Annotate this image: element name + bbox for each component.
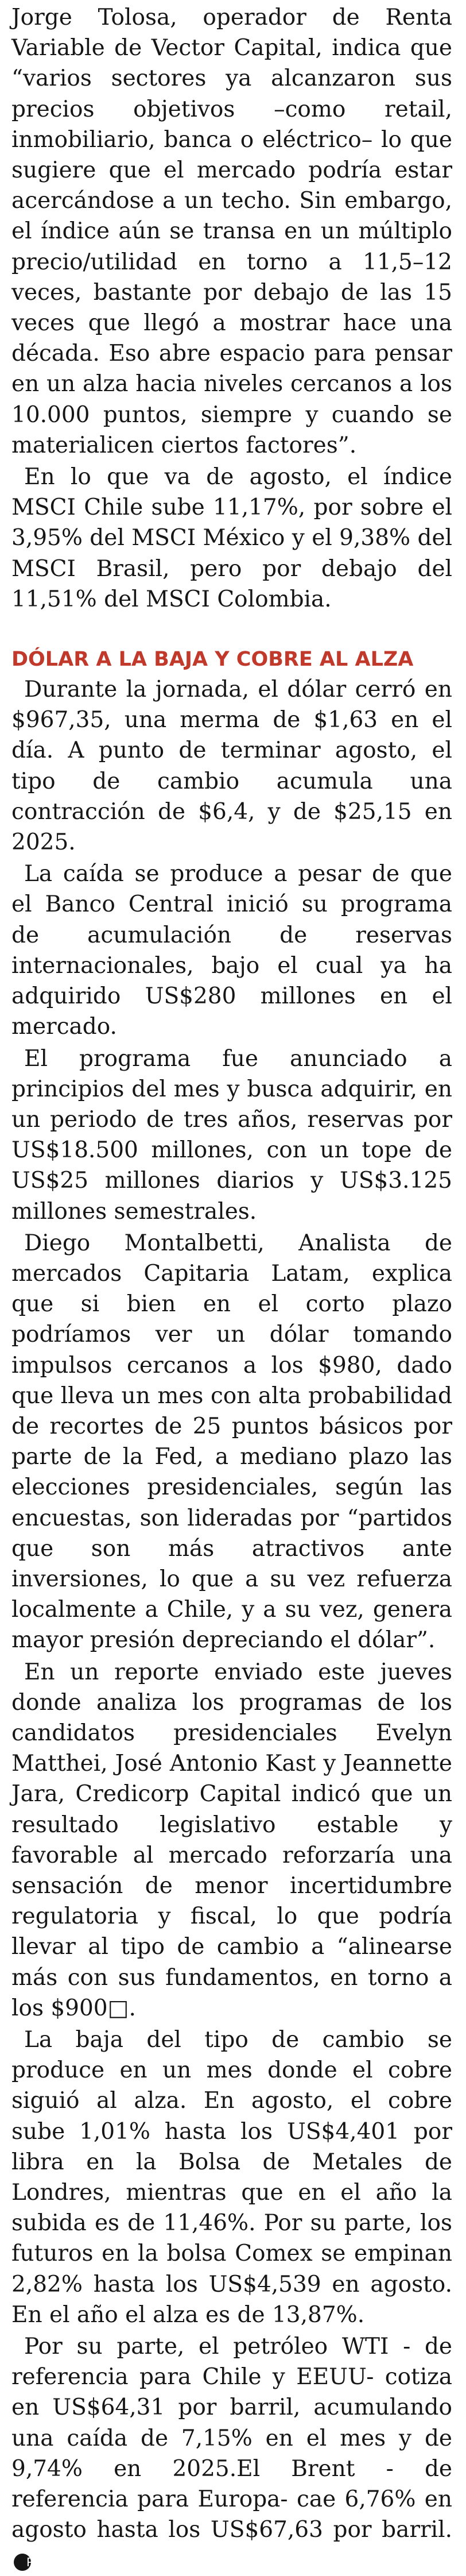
end-of-article-icon: P <box>14 2554 31 2571</box>
paragraph-dollar-close: Durante la jornada, el dólar cerró en $967,35, una merma de $1,63 en el día. A punto de terminar agosto, el tipo de cambio acumula una contracción de $6,4, y de $25,15 en 2025. <box>11 677 452 856</box>
article-body <box>11 2 452 2576</box>
paragraph-oil <box>11 2331 452 2576</box>
section-heading: DÓLAR A LA BAJA Y COBRE AL ALZA <box>11 648 414 671</box>
paragraph-oil-text: Por su parte, el petróleo WTI - de referencia para Chile y EEUU- cotiza en US$64,31 por barril, acumulando una caída de 7,15% en el mes y de 9,74% en 2025.El Brent - de referencia para Europa- cae 6,76% en agosto hasta los US$67,63 por barril. <box>11 2334 452 2543</box>
paragraph-montalbetti: Diego Montalbetti, Analista de mercados Capitaria Latam, explica que si bien en el corto plazo podríamos ver un dólar tomando impulsos cercanos a los $980, dado que lleva un mes con alta probabilidad de recortes de 25 puntos básicos por parte de la Fed, a mediano plazo las elecciones presidenciales, según las encuestas, son lideradas por “partidos que son más atractivos ante inversiones, lo que a su vez refuerza localmente a Chile, y a su vez, genera mayor presión depreciando el dólar”. <box>11 1230 452 1654</box>
paragraph-credicorp: En un reporte enviado este jueves donde analiza los programas de los candidatos presidenciales Evelyn Matthei, José Antonio Kast y Jeannette Jara, Credicorp Capital indicó que un resultado legislativo estable y favorable al mercado reforzaría una sensación de menor incertidumbre regulatoria y fiscal, lo que podría llevar al tipo de cambio a “alinearse más con sus fundamentos, en torno a los $900□. <box>11 1659 452 2021</box>
paragraph-reserve-program: El programa fue anunciado a principios del mes y busca adquirir, en un periodo de tres años, reservas por US$18.500 millones, con un tope de US$25 millones diarios y US$3.125 millones semestrales. <box>11 1045 452 1225</box>
paragraph-central-bank: La caída se produce a pesar de que el Banco Central inició su programa de acumulación de reservas internacionales, bajo el cual ya ha adquirido US$280 millones en el mercado. <box>11 861 452 1040</box>
paragraph-copper: La baja del tipo de cambio se produce en un mes donde el cobre siguió al alza. En agosto, el cobre sube 1,01% hasta los US$4,401 por libra en la Bolsa de Metales de Londres, mientras que en el año la subida es de 11,46%. Por su parte, los futuros en la bolsa Comex se empinan 2,82% hasta los US$4,539 en agosto. En el año el alza es de 13,87%. <box>11 2027 452 2328</box>
paragraph-msci-comparison: En lo que va de agosto, el índice MSCI Chile sube 11,17%, por sobre el 3,95% del MSCI México y el 9,38% del MSCI Brasil, pero por debajo del 11,51% del MSCI Colombia. <box>11 464 452 612</box>
paragraph-tolosa-quote: Jorge Tolosa, operador de Renta Variable de Vector Capital, indica que “varios sectores ya alcanzaron sus precios objetivos –como retail, inmobiliario, banca o eléctrico– lo que sugiere que el mercado podría estar acercándose a un techo. Sin embargo, el índice aún se transa en un múltiplo precio/utilidad en torno a 11,5–12 veces, bastante por debajo de las 15 veces que llegó a mostrar hace una década. Eso abre espacio para pensar en un alza hacia niveles cercanos a los 10.000 puntos, siempre y cuando se materialicen ciertos factores”. <box>11 5 452 458</box>
